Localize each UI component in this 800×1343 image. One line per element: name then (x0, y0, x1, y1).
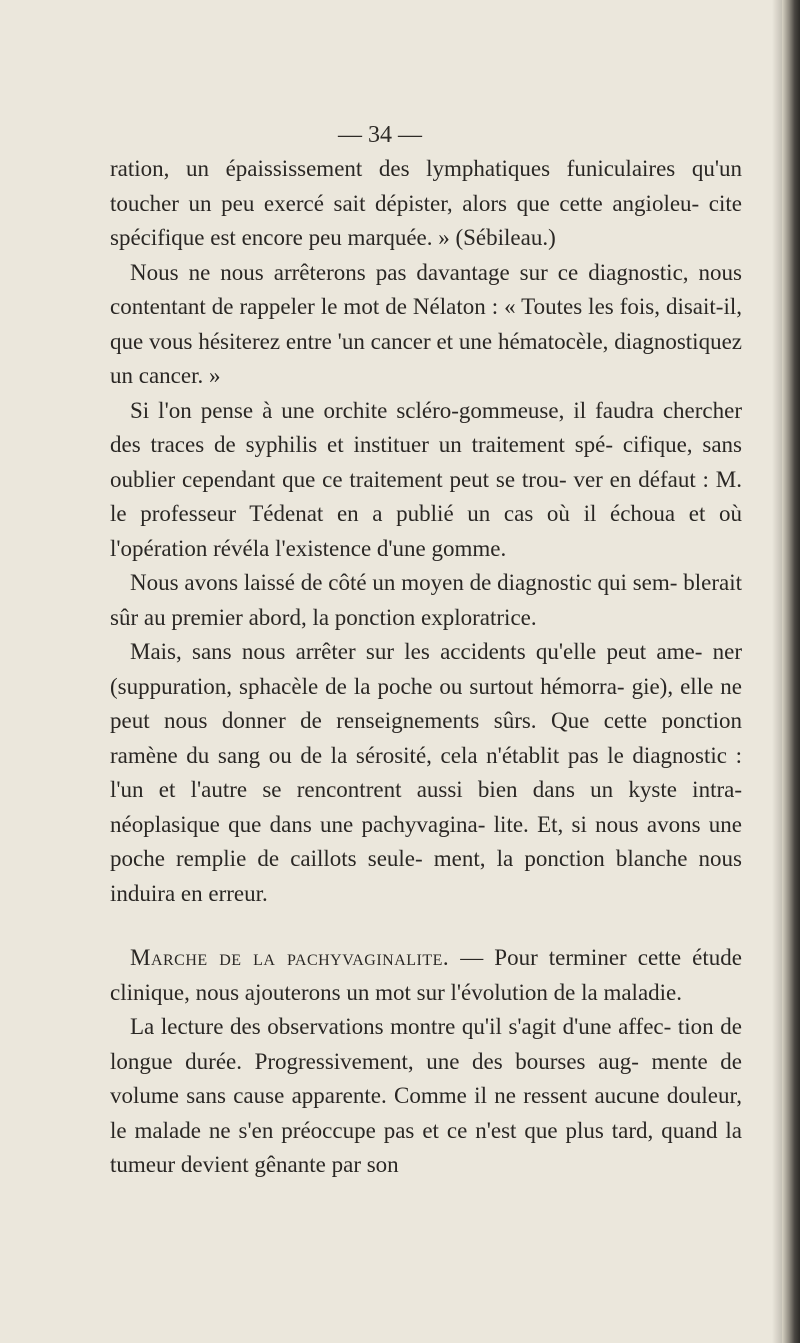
section-paragraph (110, 941, 742, 1010)
paragraph-5: Mais, sans nous arrêter sur les accidents qu'elle peut ame- ner (suppuration, sphacèle de la poche ou surtout hémorra- gie), elle ne peut nous donner de renseignements sûrs. Que cette ponction ramène du sang ou de la sérosité, cela n'établit pas le diagnostic : l'un et l'autre se rencontrent aussi bien dans un kyste intra-néoplasique que dans une pachyvagina- lite. Et, si nous avons une poche remplie de caillots seule- ment, la ponction blanche nous induira en erreur. (110, 639, 742, 906)
paragraph-7: La lecture des observations montre qu'il s'agit d'une affec- tion de longue durée. Progressivement, une des bourses aug- mente de volume sans cause apparente. Comme il ne ressent aucune douleur, le malade ne s'en préoccupe pas et ce n'est que plus tard, quand la tumeur devient gênante par son (110, 1014, 742, 1177)
section-heading: Marche de la pachyvaginalite. (130, 945, 450, 970)
book-spine-edge (782, 0, 800, 1343)
page-gutter-shadow (772, 0, 782, 1343)
section-spacer (110, 911, 742, 941)
paragraph-3: Si l'on pense à une orchite scléro-gommeuse, il faudra chercher des traces de syphilis et instituer un traitement spé- cifique, sans oublier cependant que ce traitement peut se trou- ver en défaut : M. le professeur Tédenat en a publié un cas où il échoua et où l'opération révéla l'existence d'une gomme. (110, 397, 742, 561)
paragraph-4: Nous avons laissé de côté un moyen de diagnostic qui sem- blerait sûr au premier abord, la ponction exploratrice. (110, 570, 742, 630)
section-heading-continuation: — Pour terminer cette étude clinique, nous ajouterons un mot sur l'évolution de la maladie. (110, 945, 742, 1005)
paragraph-1: ration, un épaississement des lymphatiques funiculaires qu'un toucher un peu exercé sait dépister, alors que cette angioleu- cite spécifique est encore peu marquée. » (Sébileau.) (110, 156, 742, 250)
page-number: — 34 — (338, 122, 422, 148)
body-text (110, 152, 742, 1183)
paragraph-2: Nous ne nous arrêterons pas davantage sur ce diagnostic, nous contentant de rappeler le mot de Nélaton : « Toutes les fois, disait-il, que vous hésiterez entre 'un cancer et une hématocèle, diagnostiquez un cancer. » (110, 259, 742, 388)
